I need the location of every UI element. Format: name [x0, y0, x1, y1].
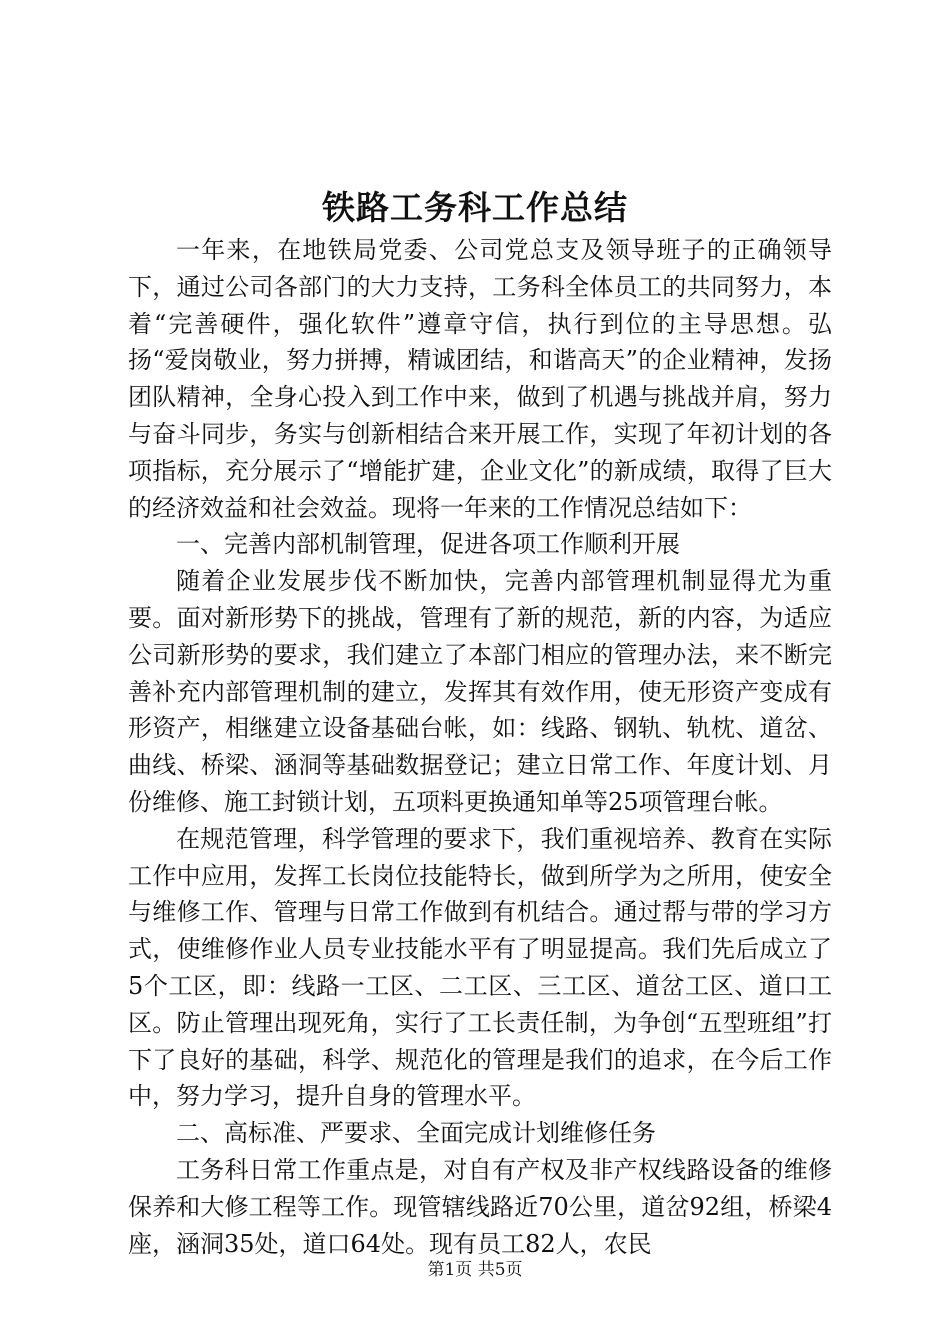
page-footer: 第1页 共5页: [427, 1260, 523, 1280]
paragraph-management: 随着企业发展步伐不断加快，完善内部管理机制显得尤为重要。面对新形势下的挑战，管理有了新的规范，新的内容，为适应公司新形势的要求，我们建立了本部门相应的管理办法，来不断完善补充内部管理机制的建立，发挥其有效作用，使无形资产变成有形资产，相继建立设备基础台帐，如：线路、钢轨、轨枕、道岔、曲线、桥梁、涵洞等基础数据登记；建立日常工作、年度计划、月份维修、施工封锁计划，五项料更换通知单等25项管理台帐。: [128, 567, 832, 816]
document-body: [128, 232, 832, 1262]
section-heading-2: 二、高标准、严要求、全面完成计划维修任务: [176, 1119, 656, 1148]
section-heading-1: 一、完善内部机制管理，促进各项工作顺利开展: [176, 530, 680, 559]
paragraph-standardization: 在规范管理，科学管理的要求下，我们重视培养、教育在实际工作中应用，发挥工长岗位技能特长，做到所学为之所用，使安全与维修工作、管理与日常工作做到有机结合。通过帮与带的学习方式，使维修作业人员专业技能水平有了明显提高。我们先后成立了5个工区，即：线路一工区、二工区、三工区、道岔工区、道口工区。防止管理出现死角，实行了工长责任制，为争创“五型班组”打下了良好的基础，科学、规范化的管理是我们的追求，在今后工作中，努力学习，提升自身的管理水平。: [128, 824, 832, 1111]
document-title: 铁路工务科工作总结: [322, 188, 628, 227]
paragraph-intro: 一年来，在地铁局党委、公司党总支及领导班子的正确领导下，通过公司各部门的大力支持，工务科全体员工的共同努力，本着“完善硬件，强化软件”遵章守信，执行到位的主导思想。弘扬“爱岗敬业，努力拼搏，精诚团结，和谐高天”的企业精神，发扬团队精神，全身心投入到工作中来，做到了机遇与挑战并肩，努力与奋斗同步，务实与创新相结合来开展工作，实现了年初计划的各项指标，充分展示了“增能扩建，企业文化”的新成绩，取得了巨大的经济效益和社会效益。现将一年来的工作情况总结如下：: [128, 236, 832, 522]
paragraph-maintenance: 工务科日常工作重点是，对自有产权及非产权线路设备的维修保养和大修工程等工作。现管辖线路近70公里，道岔92组，桥梁4座，涵洞35处，道口64处。现有员工82人，农民: [128, 1155, 832, 1258]
